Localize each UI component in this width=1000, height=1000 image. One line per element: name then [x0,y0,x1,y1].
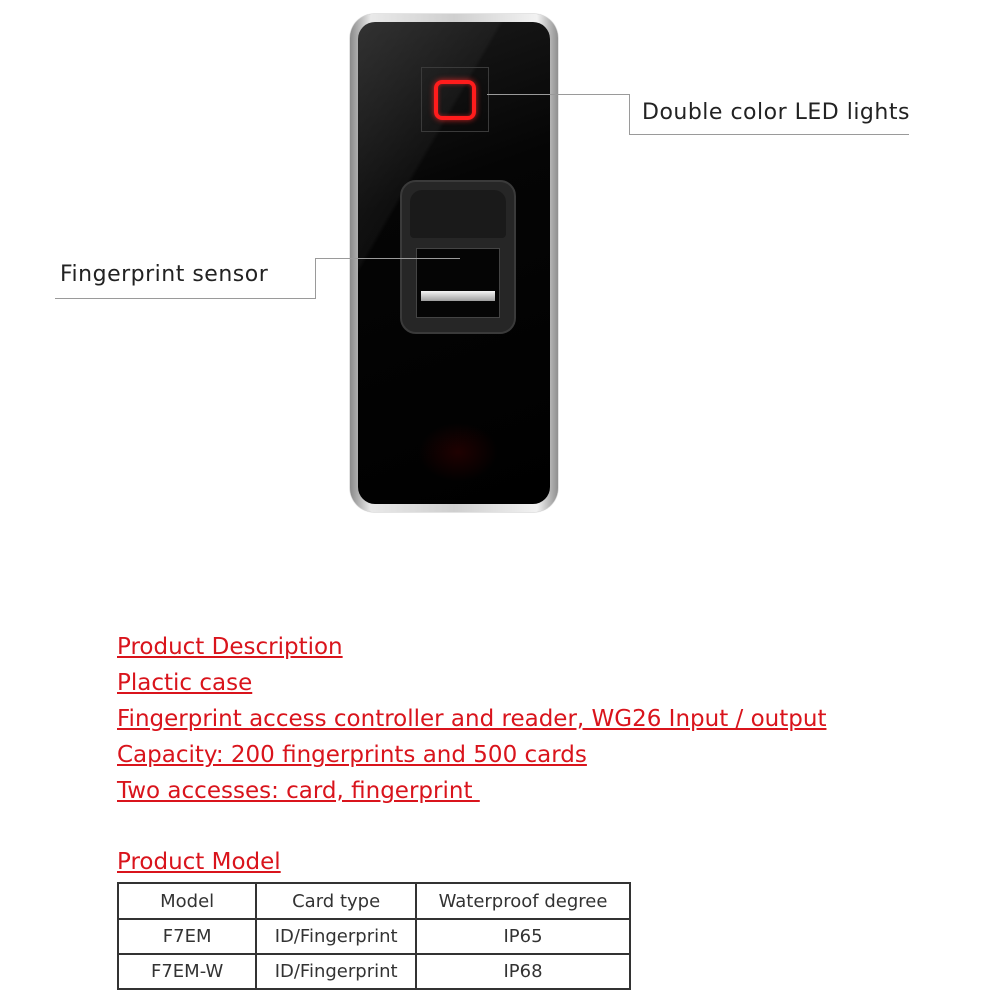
led-callout-line-vertical [629,94,630,134]
sensor-callout-label: Fingerprint sensor [60,262,269,287]
cell-waterproof: IP68 [416,954,630,989]
description-line: Fingerprint access controller and reader, WG26 Input / output [117,706,827,732]
table-row [118,954,630,989]
column-header-model: Model [118,883,256,919]
column-header-waterproof: Waterproof degree [416,883,630,919]
description-line: Plactic case [117,670,253,696]
cell-model: F7EM-W [118,954,256,989]
led-ring-icon [434,80,476,120]
table-row [118,919,630,954]
led-callout-line [487,94,629,95]
sensor-callout-underline [55,298,316,299]
product-description-heading: Product Description [117,634,343,660]
led-callout-label: Double color LED lights [642,100,910,125]
fingerprint-reader-device [350,14,558,512]
cell-card-type: ID/Fingerprint [256,919,416,954]
fingerprint-sensor [400,180,516,334]
sensor-callout-line [315,258,460,259]
led-indicator [421,67,489,132]
card-reader-glow [418,422,498,482]
column-header-card-type: Card type [256,883,416,919]
sensor-scan-bar [421,291,495,301]
cell-card-type: ID/Fingerprint [256,954,416,989]
led-callout-underline [629,134,909,135]
sensor-finger-guide [410,190,506,238]
sensor-callout-line-vertical [315,258,316,298]
description-line: Two accesses: card, fingerprint [117,778,480,804]
cell-model: F7EM [118,919,256,954]
product-model-heading: Product Model [117,849,281,875]
description-line: Capacity: 200 fingerprints and 500 cards [117,742,587,768]
product-model-table [117,882,631,990]
cell-waterproof: IP65 [416,919,630,954]
table-header-row [118,883,630,919]
